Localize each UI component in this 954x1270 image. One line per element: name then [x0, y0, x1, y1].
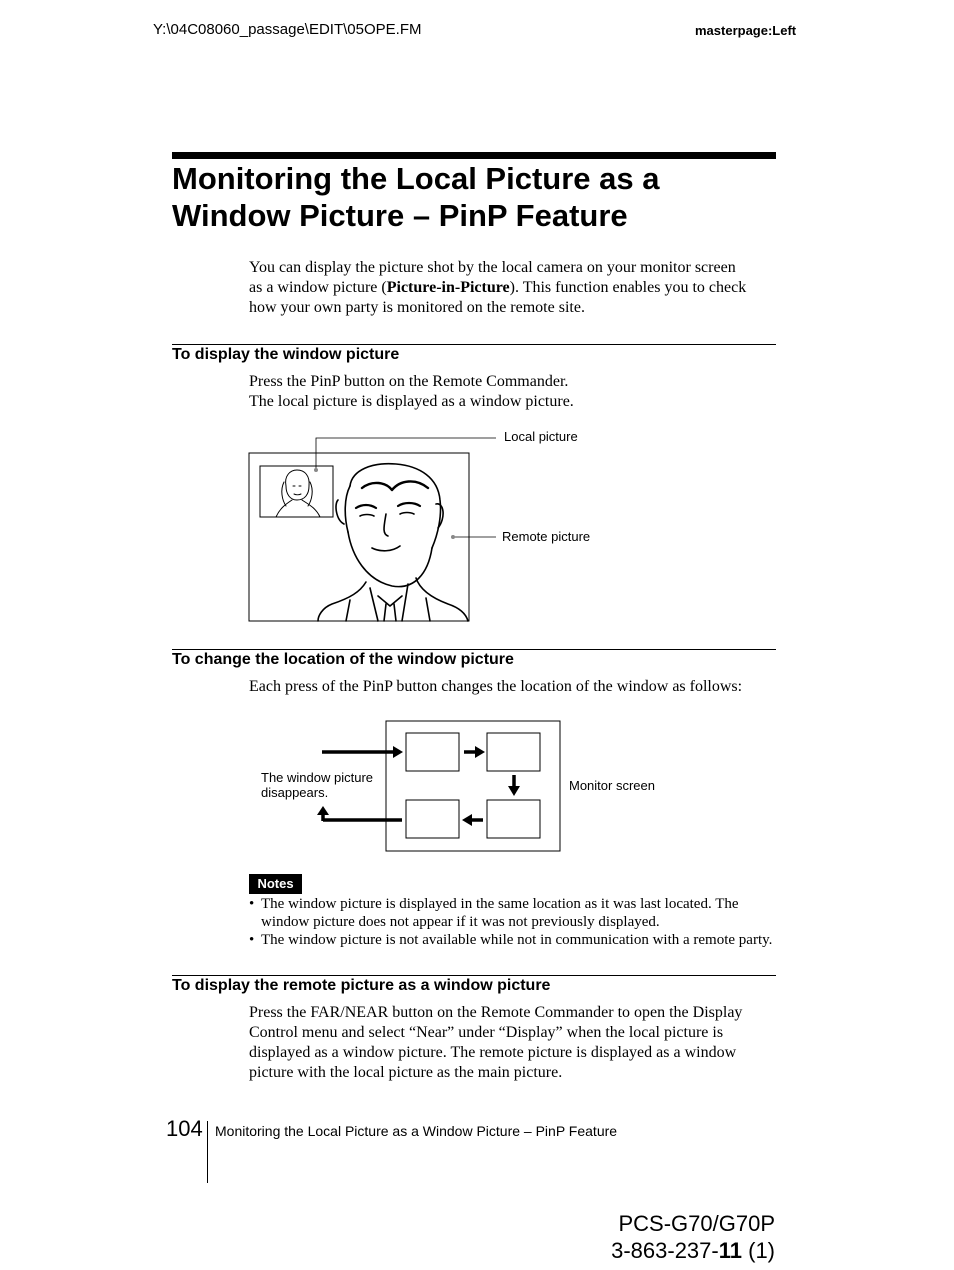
position-top-left [406, 733, 459, 771]
section3-line3: displayed as a window picture. The remote picture is displayed as a window [249, 1044, 737, 1061]
page-title-line2: Window Picture – PinP Feature [172, 198, 628, 233]
section3-rule [172, 975, 776, 976]
model-name: PCS-G70/G70P [618, 1211, 775, 1236]
section2-body [249, 677, 742, 697]
monitor-screen-label: Monitor screen [569, 778, 655, 793]
section1-body [249, 372, 574, 412]
note-item-1-line1: The window picture is displayed in the same location as it was last located. The [261, 896, 739, 912]
window-picture [260, 466, 333, 517]
part-number [560, 1237, 775, 1264]
local-picture-leader [316, 438, 496, 470]
local-person [276, 470, 320, 517]
section3-heading: To display the remote picture as a window picture [172, 977, 551, 994]
part-number-suffix: (1) [742, 1238, 775, 1263]
note-item-1-line2: window picture does not appear if it was not previously displayed. [261, 914, 660, 930]
intro-line2-b: ). This function enables you to check [509, 279, 747, 296]
note-item-1 [249, 895, 779, 931]
page-title [172, 160, 776, 234]
intro-line2-a: as a window picture ( [249, 279, 387, 296]
remote-leader-dot [451, 535, 455, 539]
intro-term: Picture-in-Picture [386, 279, 510, 296]
local-leader-dot [314, 468, 318, 472]
section2-heading: To change the location of the window picture [172, 651, 514, 668]
section1-line2: The local picture is displayed as a window picture. [249, 393, 574, 410]
intro-paragraph [249, 258, 789, 318]
section1-rule [172, 344, 776, 345]
notes-badge: Notes [249, 874, 302, 894]
note-item-2-text: The window picture is not available while not in communication with a remote party. [261, 932, 773, 948]
footer-divider [207, 1121, 208, 1183]
local-picture-label: Local picture [504, 429, 578, 444]
window-disappears-line2: disappears. [261, 785, 329, 800]
section2-rule [172, 649, 776, 650]
section3-line4: picture with the local picture as the main picture. [249, 1064, 563, 1081]
note-bullet-1: • [249, 896, 255, 912]
position-top-right [487, 733, 540, 771]
header-file-path: Y:\04C08060_passage\EDIT\05OPE.FM [153, 21, 422, 38]
page-title-line1: Monitoring the Local Picture as a [172, 161, 660, 196]
section3-line1: Press the FAR/NEAR button on the Remote Commander to open the Display [249, 1004, 743, 1021]
title-rule [172, 152, 776, 159]
part-number-prefix: 3-863-237- [611, 1238, 719, 1263]
section1-line1: Press the PinP button on the Remote Commander. [249, 373, 569, 390]
section1-heading: To display the window picture [172, 346, 400, 363]
intro-line2 [249, 278, 789, 298]
monitor-frame [249, 453, 469, 621]
position-bottom-left [406, 800, 459, 838]
note-item-2 [249, 931, 779, 949]
notes-list [249, 895, 779, 949]
page-number: 104 [166, 1116, 203, 1141]
note-bullet-2: • [249, 932, 255, 948]
intro-line1: You can display the picture shot by the local camera on your monitor screen [249, 259, 736, 276]
window-disappears-label [261, 770, 373, 800]
footer-running-title: Monitoring the Local Picture as a Window Picture – PinP Feature [215, 1123, 618, 1139]
remote-picture-label: Remote picture [502, 529, 591, 544]
model-info [560, 1210, 775, 1264]
position-bottom-right [487, 800, 540, 838]
section3-body [249, 1003, 742, 1083]
section2-line1: Each press of the PinP button changes the location of the window as follows: [249, 678, 743, 695]
intro-line3: how your own party is monitored on the remote site. [249, 299, 585, 316]
remote-person [318, 464, 468, 621]
monitor-screen-frame [386, 721, 560, 851]
part-number-revision: 11 [718, 1238, 742, 1263]
header-masterpage: masterpage:Left [695, 23, 797, 38]
section3-line2: Control menu and select “Near” under “Display” when the local picture is [249, 1024, 724, 1041]
window-disappears-line1: The window picture [261, 770, 373, 785]
